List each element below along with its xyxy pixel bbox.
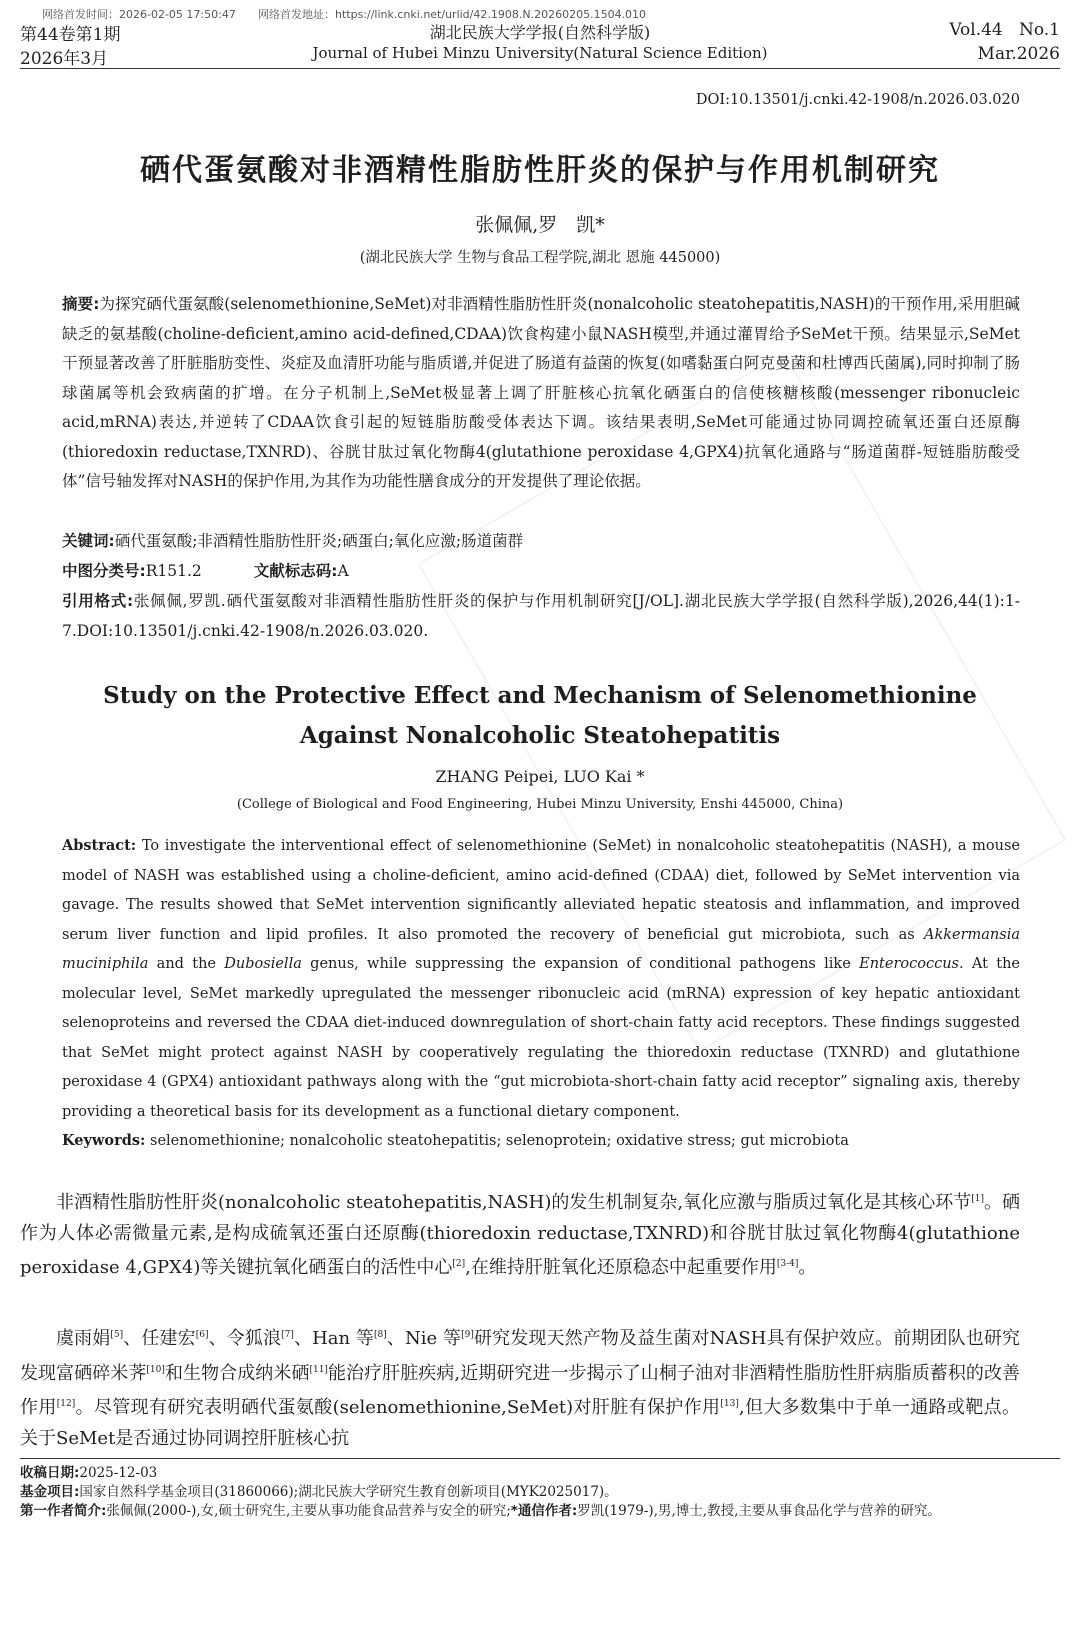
header-rule (20, 68, 1060, 69)
body-p1-text-c: ,在维持肝脏氧化还原稳态中起重要作用 (465, 1257, 777, 1278)
body-p2-text-j: ,但大多数集中于单一通路或靶点。关于SeMet是否通过协同调控肝脏核心抗 (20, 1397, 1020, 1449)
issue-cn: 第44卷第1期 (20, 25, 121, 45)
keywords-en (62, 1126, 1020, 1157)
ref-1: [1] (971, 1194, 984, 1204)
abstract-en-label: Abstract: (62, 837, 137, 854)
body-p2-text-d: 、Han 等 (293, 1328, 375, 1349)
citation (62, 587, 1020, 646)
authors-en: ZHANG Peipei, LUO Kai * (435, 767, 645, 786)
affiliation-cn: (湖北民族大学 生物与食品工程学院,湖北 恩施 445000) (359, 250, 721, 266)
received-date (20, 1464, 1020, 1483)
fund-label: 基金项目: (20, 1484, 80, 1500)
ref-11: [11] (309, 1364, 328, 1375)
body-paragraph-1 (20, 1184, 1020, 1284)
abstract-en-text-2: and the (148, 956, 225, 972)
abstract-en-text-3: genus, while suppressing the expansion of conditional pathogens like (301, 956, 860, 972)
author-info-label: 第一作者简介: (20, 1503, 107, 1519)
body-p2-text-h: 能治疗肝脏疾病,近期研究进一步揭示了山桐子油对非酒精性脂肪性肝病脂质蓄积的改善作用 (20, 1362, 1021, 1418)
abstract-en-text-4: At the molecular level, SeMet markedly upregulated the messenger ribonucleic acid (mRNA) expression of key hepatic antioxidant selenoproteins and reversed the CDAA diet-induced downregulation of short-chain fatty acid receptors. These findings suggested that SeMet might protect against NASH by cooperatively regulating the thioredoxin reductase (TXNRD) and glutathione peroxidase 4 (GPX4) antioxidant pathways along with the “gut microbiota-short-chain fatty acid receptor” signaling axis, thereby providing a theoretical basis for its development as a functional dietary component. (62, 956, 1020, 1120)
body-p2-text-b: 、任建宏 (123, 1328, 196, 1349)
ref-8: [8] (374, 1330, 387, 1340)
species-akkermansia: Akkermansia muciniphila (62, 926, 1020, 972)
keywords-en-label: Keywords: (62, 1132, 146, 1149)
genus-dubosiella: Dubosiella (224, 956, 302, 972)
body-p2-text-f: 研究发现天然产物及益生菌对NASH具有保护效应。前期团队也研究发现富硒碎米荠 (20, 1328, 1021, 1384)
body-p2-text-i: 。尽管现有研究表明硒代蛋氨酸(selenomethionine,SeMet)对肝脏有保护作用 (75, 1397, 721, 1418)
abstract-en-text-1: To investigate the interventional effect of selenomethionine (SeMet) in nonalcoholic steatohepatitis (NASH), a mouse model of NASH was established using a choline-deficient, amino acid-defined (CDAA) diet, followed by SeMet intervention via gavage. The results showed that SeMet intervention significantly alleviated hepatic steatosis and inflammation, and improved serum liver function and lipid profiles. It also promoted the recovery of beneficial gut microbiota, such as (62, 838, 1020, 943)
ref-9: [9] (461, 1330, 474, 1340)
affiliation-en: (College of Biological and Food Engineering, Hubei Minzu University, Enshi 445000, China) (236, 797, 844, 812)
footnote-rule (20, 1458, 1060, 1459)
volume-number: Vol.44 No.1 (949, 20, 1060, 40)
journal-en: Journal of Hubei Minzu University(Natural Science Edition) (312, 44, 768, 62)
body-p2-text-e: 、Nie 等 (386, 1328, 462, 1349)
title-en-line1: Study on the Protective Effect and Mechanism of Selenomethionine (103, 682, 977, 709)
keywords-en-text: selenomethionine; nonalcoholic steatohepatitis; selenoprotein; oxidative stress; gut microbiota (145, 1133, 849, 1149)
ref-2: [2] (452, 1259, 466, 1269)
author-info (20, 1502, 1020, 1521)
date-en: Mar.2026 (977, 44, 1060, 64)
fund-value: 国家自然科学基金项目(31860066);湖北民族大学研究生教育创新项目(MYK2025017)。 (79, 1484, 618, 1500)
date-cn: 2026年3月 (20, 49, 109, 69)
keywords-cn (62, 527, 1020, 557)
abstract-en (62, 831, 1020, 1127)
classification-line (62, 557, 1020, 587)
body-p2-text-g: 和生物合成纳米硒 (164, 1362, 310, 1384)
corr-value: 罗凯(1979-),男,博士,教授,主要从事食品化学与营养的研究。 (577, 1503, 941, 1519)
journal-cn: 湖北民族大学学报(自然科学版) (429, 23, 651, 42)
clc-value: R151.2 (145, 562, 202, 580)
received-value: 2025-12-03 (79, 1465, 158, 1481)
ref-5: [5] (110, 1330, 124, 1340)
ref-13: [13] (720, 1399, 739, 1409)
ref-6: [6] (195, 1330, 209, 1340)
body-p2-text-c: 、令狐浪 (208, 1328, 282, 1349)
keywords-cn-text: 硒代蛋氨酸;非酒精性脂肪性肝炎;硒蛋白;氧化应激;肠道菌群 (114, 532, 524, 550)
title-en (0, 676, 1080, 756)
doi: DOI:10.13501/j.cnki.42-1908/n.2026.03.020 (695, 92, 1020, 108)
netpub-time: 网络首发时间：2026-02-05 17:50:47 (42, 8, 236, 21)
citation-text: 张佩佩,罗凯.硒代蛋氨酸对非酒精性脂肪性肝炎的保护与作用机制研究[J/OL].湖北民族大学学报(自然科学版),2026,44(1):1-7.DOI:10.13501/j.cnki.42-1908/n.2026.03.020. (62, 592, 1020, 640)
keywords-cn-label: 关键词: (62, 532, 115, 550)
ref-10: [10] (146, 1364, 165, 1375)
body-p1-text-d: 。 (798, 1257, 817, 1278)
body-p1-text-a: 非酒精性脂肪性肝炎(nonalcoholic steatohepatitis,NASH)的发生机制复杂,氧化应激与脂质过氧化是其核心环节 (56, 1192, 972, 1213)
ref-7: [7] (281, 1330, 294, 1340)
title-cn: 硒代蛋氨酸对非酒精性脂肪性肝炎的保护与作用机制研究 (140, 153, 940, 188)
received-label: 收稿日期: (20, 1465, 80, 1481)
citation-label: 引用格式: (62, 592, 134, 610)
author-info-value: 张佩佩(2000-),女,硕士研究生,主要从事功能食品营养与安全的研究; (106, 1503, 511, 1519)
genus-enterococcus: Enterococcus. (859, 956, 964, 972)
abstract-cn-text: 为探究硒代蛋氨酸(selenomethionine,SeMet)对非酒精性脂肪性肝炎(nonalcoholic steatohepatitis,NASH)的干预作用,采用胆碱缺乏的氨基酸(choline-deficient,amino acid-defined,CDAA)饮食构建小鼠NASH模型,并通过灌胃给予SeMet干预。结果显示,SeMet干预显著改善了肝脏脂肪变性、炎症及血清肝功能与脂质谱,并促进了肠道有益菌的恢复(如嗜黏蛋白阿克曼菌和杜博西氏菌属),同时抑制了肠球菌属等机会致病菌的扩增。在分子机制上,SeMet极显著上调了肝脏核心抗氧化硒蛋白的信使核糖核酸(messenger ribonucleic acid,mRNA)表达,并逆转了CDAA饮食引起的短链脂肪酸受体表达下调。该结果表明,SeMet可能通过协同调控硫氧还蛋白还原酶(thioredoxin reductase,TXNRD)、谷胱甘肽过氧化物酶4(glutathione peroxidase 4,GPX4)抗氧化通路与“肠道菌群-短链脂肪酸受体”信号轴发挥对NASH的保护作用,为其作为功能性膳食成分的开发提供了理论依据。 (62, 295, 1020, 490)
doc-code-value: A (337, 562, 349, 580)
footnotes (20, 1464, 1020, 1521)
body-p2-text-a: 虞雨娟 (56, 1328, 111, 1349)
body-paragraph-2 (20, 1320, 1020, 1454)
authors-cn: 张佩佩,罗 凯* (475, 214, 605, 236)
ref-3-4: [3-4] (776, 1259, 799, 1269)
title-en-line2: Against Nonalcoholic Steatohepatitis (299, 722, 781, 749)
netpub-url: 网络首发地址：https://link.cnki.net/urlid/42.1908.N.20260205.1504.010 (258, 8, 647, 21)
body-p1-text-b: 。硒作为人体必需微量元素,是构成硫氧还蛋白还原酶(thioredoxin reductase,TXNRD)和谷胱甘肽过氧化物酶4(glutathione peroxidase 4,GPX4)等关键抗氧化硒蛋白的活性中心 (20, 1192, 1020, 1278)
ref-12: [12] (56, 1399, 76, 1409)
clc-label: 中图分类号: (62, 562, 146, 580)
abstract-cn (62, 290, 1020, 497)
abstract-cn-label: 摘要: (62, 295, 100, 313)
corr-label: *通信作者: (510, 1503, 578, 1519)
fund-info (20, 1483, 1020, 1502)
doc-code-label: 文献标志码: (253, 562, 338, 580)
